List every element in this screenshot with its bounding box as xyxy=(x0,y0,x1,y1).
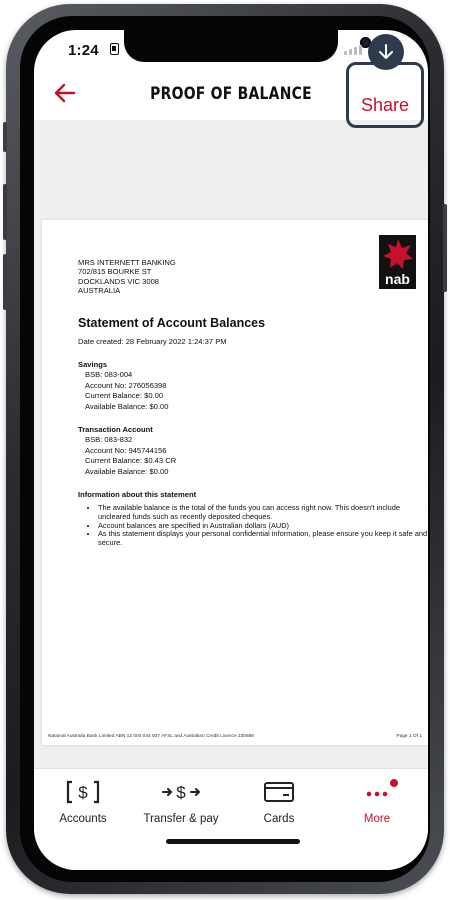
home-indicator[interactable] xyxy=(166,839,300,844)
transaction-account-no: Account No: 945744156 xyxy=(85,445,167,455)
bottom-tab-bar xyxy=(34,768,428,870)
tab-cards[interactable] xyxy=(230,777,328,825)
transaction-available-balance: Available Balance: $0.00 xyxy=(85,466,169,476)
info-title: Information about this statement xyxy=(78,490,197,499)
status-time: 1:24 xyxy=(68,42,99,59)
address-line: AUSTRALIA xyxy=(78,286,121,296)
statement-heading: Statement of Account Balances xyxy=(78,316,266,330)
savings-account-no: Account No: 276056398 xyxy=(85,380,167,390)
info-list xyxy=(98,504,428,548)
accounts-icon xyxy=(34,777,132,807)
volume-down-button xyxy=(3,254,7,310)
tab-transfer-pay[interactable] xyxy=(132,777,230,825)
info-bullet: • As this statement displays your personal confidential information, please ensure you keep it safe and secure. xyxy=(98,530,428,548)
savings-details xyxy=(85,370,168,412)
svg-text:$: $ xyxy=(176,783,186,802)
notch xyxy=(124,30,338,62)
share-button[interactable]: Share xyxy=(346,62,424,128)
tab-label: Cards xyxy=(263,813,295,825)
screen xyxy=(34,30,428,870)
info-bullet: • The available balance is the total of the funds you can access right now. This doesn't include uncleared funds such as recently deposited cheques. xyxy=(98,504,428,522)
transaction-current-balance: Current Balance: $0.43 CR xyxy=(85,456,177,466)
transaction-bsb: BSB: 083-832 xyxy=(85,435,133,444)
svg-text:$: $ xyxy=(78,783,88,802)
notification-dot xyxy=(390,779,398,787)
page-title: PROOF OF BALANCE xyxy=(150,84,312,104)
address-block xyxy=(78,258,176,296)
logo-text: nab xyxy=(385,271,410,287)
card-icon xyxy=(230,777,328,807)
statement-page xyxy=(42,220,428,745)
savings-available-balance: Available Balance: $0.00 xyxy=(85,401,169,411)
transaction-title: Transaction Account xyxy=(78,425,153,434)
tab-label: Accounts xyxy=(59,813,107,825)
transfer-icon xyxy=(132,777,230,807)
power-button xyxy=(443,204,447,292)
mute-switch xyxy=(3,122,7,152)
lock-icon xyxy=(110,43,119,55)
address-line: DOCKLANDS VIC 3008 xyxy=(78,276,160,286)
footer-legal: National Australia Bank Limited ABN 12 004 044 937 AFSL and Australian Credit Licence 230686 xyxy=(48,734,254,739)
page-number: Page 1 Of 1 xyxy=(396,734,422,739)
savings-title: Savings xyxy=(78,360,108,369)
savings-current-balance: Current Balance: $0.00 xyxy=(85,391,164,401)
nab-logo xyxy=(379,235,416,289)
volume-up-button xyxy=(3,184,7,240)
tab-accounts[interactable] xyxy=(34,777,132,825)
tab-label: More xyxy=(363,813,391,825)
date-created: Date created: 28 February 2022 1:24:37 PM xyxy=(78,337,227,346)
address-line: MRS INTERNETT BANKING xyxy=(78,258,176,267)
savings-bsb: BSB: 083-004 xyxy=(85,370,133,379)
tab-more[interactable] xyxy=(328,777,426,825)
signal-icon xyxy=(344,45,362,55)
transaction-details xyxy=(85,435,176,477)
address-line: 702/815 BOURKE ST xyxy=(78,267,152,277)
more-icon xyxy=(328,777,426,807)
document-viewer[interactable] xyxy=(34,118,428,768)
info-bullet: • Account balances are specified in Australian dollars (AUD) xyxy=(98,522,428,531)
tab-label: Transfer & pay xyxy=(143,813,219,825)
